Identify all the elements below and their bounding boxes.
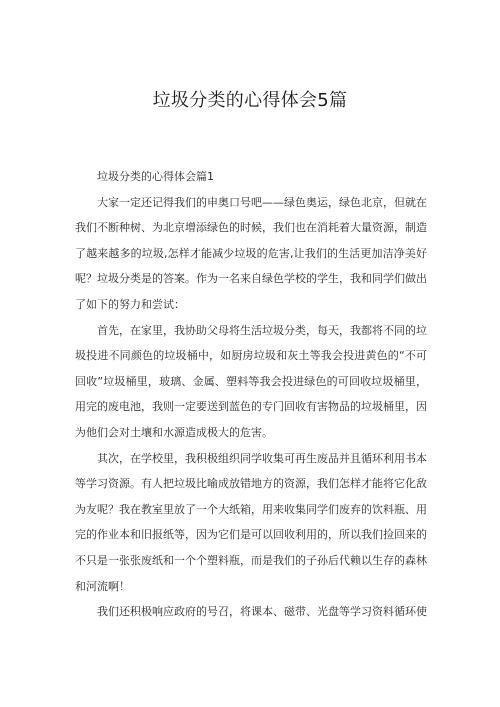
paragraph-intro: 大家一定还记得我们的申奥口号吧——绿色奥运，绿色北京，但就在我们不断种树、为北京增添绿色的时候，我们也在消耗着大量资源，制造了越来越多的垃圾,怎样才能减少垃圾的危害,让我们的生活更加洁净美好呢？垃圾分类是的答案。作为一名来自绿色学校的学生，我和同学们做出了如下的努力和尝试：	[75, 195, 427, 311]
paragraph-school: 其次，在学校里，我积极组织同学收集可再生废品并且循环利用书本等学习资源。有人把垃圾比喻成放错地方的资源，我们怎样才能将它化敌为友呢？我在教室里放了一个大纸箱，用来收集同学们废弃的饮料瓶、用完的作业本和旧报纸等，因为它们是可以回收利用的，所以我们捡回来的不只是一张张废纸和一个个塑料瓶，而是我们的子孙后代赖以生存的森林和河流啊！	[75, 451, 427, 593]
section-heading: 垃圾分类的心得体会篇1	[97, 170, 214, 183]
paragraph-home: 首先，在家里，我协助父母将生活垃圾分类，每天，我都将不同的垃圾投进不同颜色的垃圾桶中，如厨房垃圾和灰土等我会投进黄色的“不可回收”垃圾桶里，玻璃、金属、塑料等我会投进绿色的可回收垃圾桶里，用完的废电池，我则一定要送到蓝色的专门回收有害物品的垃圾桶里，因为他们会对土壤和水源造成极大的危害。	[75, 323, 427, 439]
paragraph-recycle-materials: 我们还积极响应政府的号召，将课本、磁带、光盘等学习资料循环使	[97, 605, 427, 619]
document-title: 垃圾分类的心得体会5篇	[152, 90, 348, 111]
document-body	[75, 164, 427, 625]
